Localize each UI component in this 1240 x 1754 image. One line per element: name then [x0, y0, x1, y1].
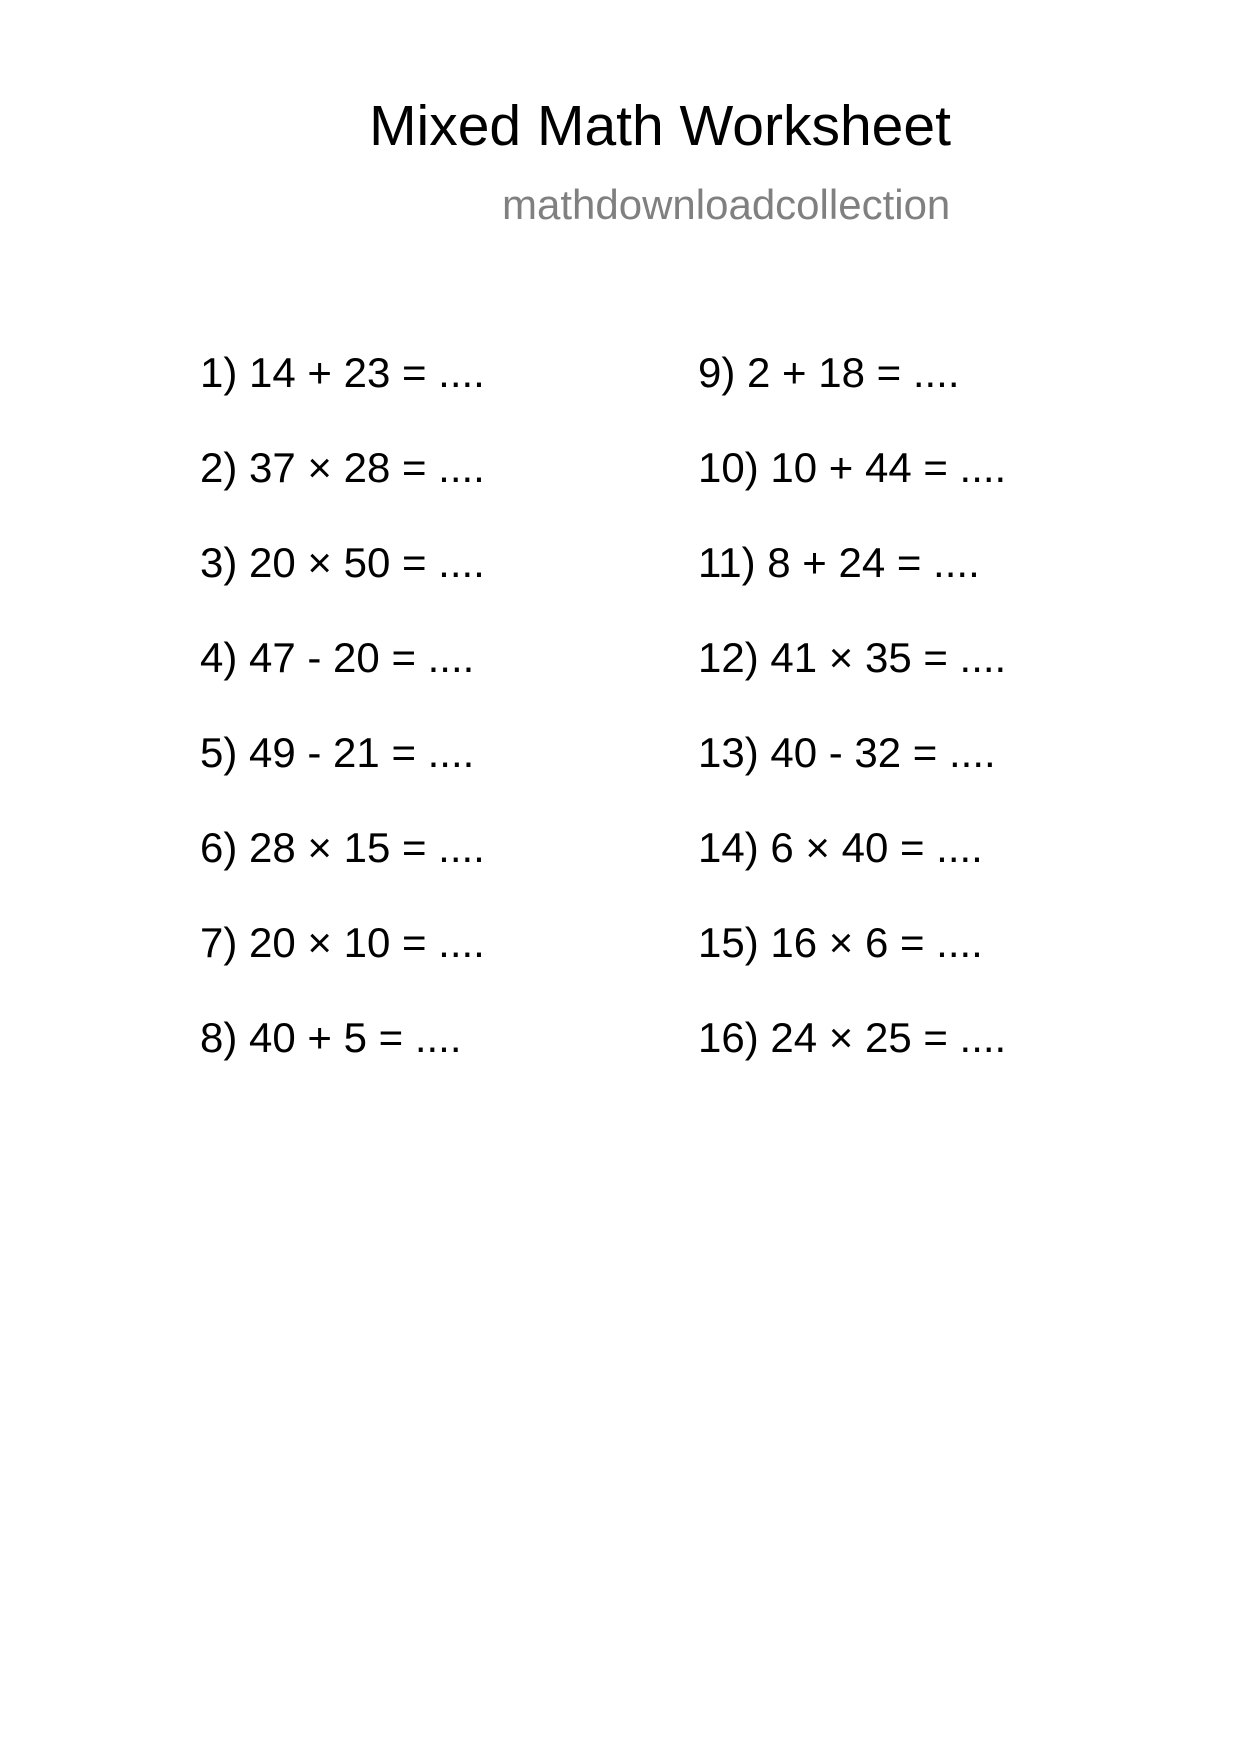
problem-12: 12) 41 × 35 = .... — [698, 634, 1007, 681]
problem-8: 8) 40 + 5 = .... — [200, 1014, 462, 1061]
problem-6: 6) 28 × 15 = .... — [200, 824, 485, 871]
problem-2: 2) 37 × 28 = .... — [200, 444, 485, 491]
problem-1: 1) 14 + 23 = .... — [200, 349, 485, 396]
worksheet-title: Mixed Math Worksheet — [369, 94, 951, 158]
problem-15: 15) 16 × 6 = .... — [698, 919, 983, 966]
problem-11: 11) 8 + 24 = .... — [698, 539, 980, 586]
problem-4: 4) 47 - 20 = .... — [200, 634, 475, 681]
problems-right-column — [698, 349, 1007, 1112]
problem-14: 14) 6 × 40 = .... — [698, 824, 983, 871]
problem-5: 5) 49 - 21 = .... — [200, 729, 475, 776]
problem-16: 16) 24 × 25 = .... — [698, 1014, 1007, 1061]
problems-left-column — [200, 349, 485, 1112]
problem-9: 9) 2 + 18 = .... — [698, 349, 960, 396]
problem-7: 7) 20 × 10 = .... — [200, 919, 485, 966]
problem-10: 10) 10 + 44 = .... — [698, 444, 1007, 491]
problem-13: 13) 40 - 32 = .... — [698, 729, 996, 776]
worksheet-subtitle: mathdownloadcollection — [502, 181, 951, 228]
problem-3: 3) 20 × 50 = .... — [200, 539, 485, 586]
